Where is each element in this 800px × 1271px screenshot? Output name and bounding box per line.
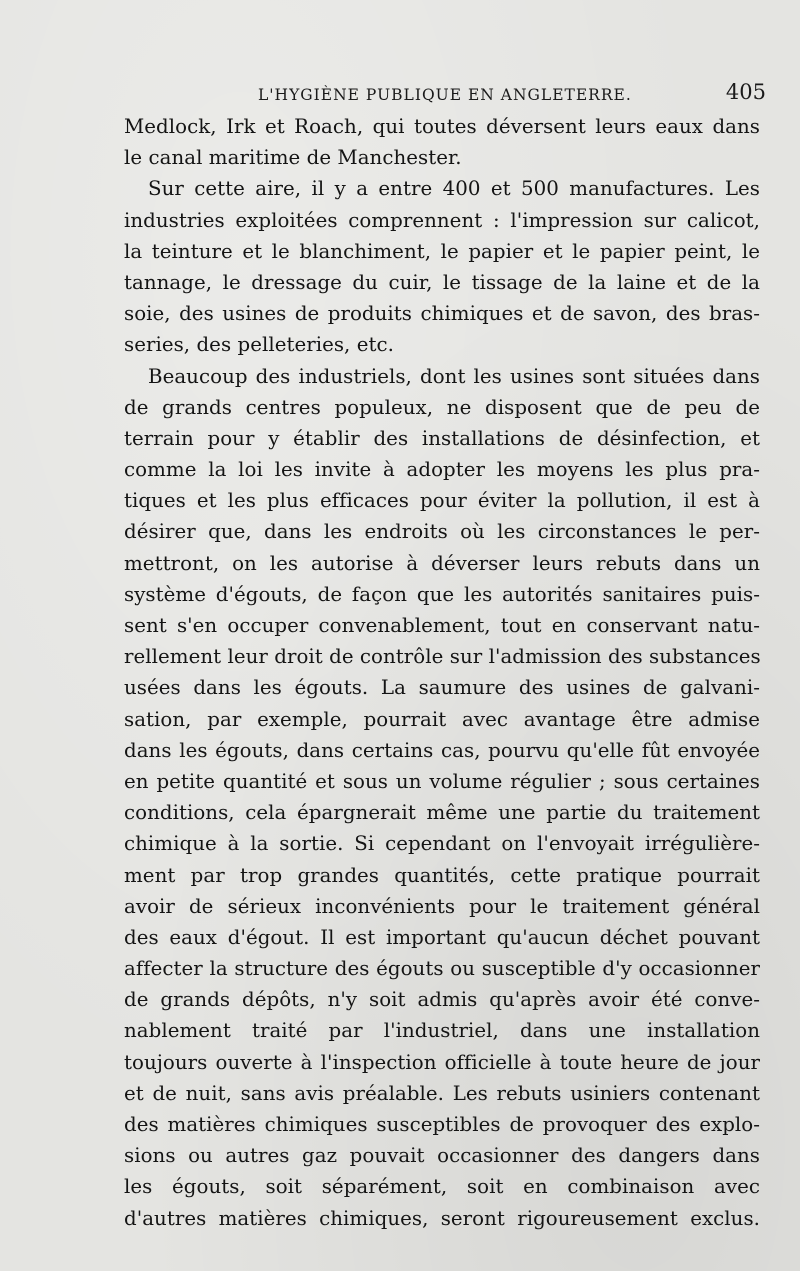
text-line: tannage, le dressage du cuir, le tissage de la laine et de la xyxy=(124,270,760,294)
text-line: des matières chimiques susceptibles de provoquer des explo- xyxy=(124,1113,760,1136)
text-line: avoir de sérieux inconvénients pour le traitement général xyxy=(124,894,760,918)
running-title: L'HYGIÈNE PUBLIQUE EN ANGLETERRE. xyxy=(258,86,632,104)
text-line: sions ou autres gaz pouvait occasionner des dangers dans xyxy=(124,1144,760,1168)
body-text xyxy=(124,111,760,1234)
text-line: tiques et les plus efficaces pour éviter la pollution, il est à xyxy=(124,489,760,513)
text-line: Medlock, Irk et Roach, qui toutes déversent leurs eaux dans xyxy=(124,115,760,138)
text-line: en petite quantité et sous un volume régulier ; sous certaines xyxy=(124,769,760,793)
text-line: industries exploitées comprennent : l'impression sur calicot, xyxy=(124,208,760,232)
text-line: système d'égouts, de façon que les autorités sanitaires puis- xyxy=(124,582,760,606)
text-line: de grands dépôts, n'y soit admis qu'après avoir été conve- xyxy=(124,988,760,1012)
text-line: de grands centres populeux, ne disposent que de peu de xyxy=(124,395,760,419)
text-line: series, des pelleteries, etc. xyxy=(124,333,394,357)
text-line: des eaux d'égout. Il est important qu'aucun déchet pouvant xyxy=(124,925,760,949)
text-line: conditions, cela épargnerait même une partie du traitement xyxy=(124,801,760,825)
page-number: 405 xyxy=(725,80,766,104)
text-line: ment par trop grandes quantités, cette pratique pourrait xyxy=(124,863,760,887)
text-line: la teinture et le blanchiment, le papier et le papier peint, le xyxy=(124,239,760,263)
text-line: Sur cette aire, il y a entre 400 et 500 manufactures. Les xyxy=(148,177,760,201)
text-line: usées dans les égouts. La saumure des usines de galvani- xyxy=(124,676,760,700)
text-line: dans les égouts, dans certains cas, pourvu qu'elle fût envoyée xyxy=(124,738,760,762)
text-line: désirer que, dans les endroits où les circonstances le per- xyxy=(124,520,760,544)
text-line: d'autres matières chimiques, seront rigoureusement exclus. xyxy=(124,1206,760,1230)
text-line: Beaucoup des industriels, dont les usines sont situées dans xyxy=(148,364,760,388)
page-header xyxy=(258,80,766,110)
text-line: mettront, on les autorise à déverser leurs rebuts dans un xyxy=(124,551,760,575)
text-line: rellement leur droit de contrôle sur l'admission des substances xyxy=(124,645,761,669)
text-line: les égouts, soit séparément, soit en combinaison avec xyxy=(124,1175,760,1199)
text-line: et de nuit, sans avis préalable. Les rebuts usiniers contenant xyxy=(124,1081,760,1105)
text-line: affecter la structure des égouts ou susceptible d'y occasionner xyxy=(124,957,760,981)
text-line: sation, par exemple, pourrait avec avantage être admise xyxy=(124,707,760,731)
text-line: comme la loi les invite à adopter les moyens les plus pra- xyxy=(124,458,760,482)
text-line: le canal maritime de Manchester. xyxy=(124,146,462,170)
text-line: sent s'en occuper convenablement, tout en conservant natu- xyxy=(124,614,760,637)
text-line: chimique à la sortie. Si cependant on l'envoyait irrégulière- xyxy=(124,832,760,856)
text-line: toujours ouverte à l'inspection officielle à toute heure de jour xyxy=(124,1050,760,1074)
text-line: nablement traité par l'industriel, dans une installation xyxy=(124,1019,760,1043)
text-line: terrain pour y établir des installations de désinfection, et xyxy=(124,426,760,450)
text-line: soie, des usines de produits chimiques et de savon, des bras- xyxy=(124,302,760,326)
